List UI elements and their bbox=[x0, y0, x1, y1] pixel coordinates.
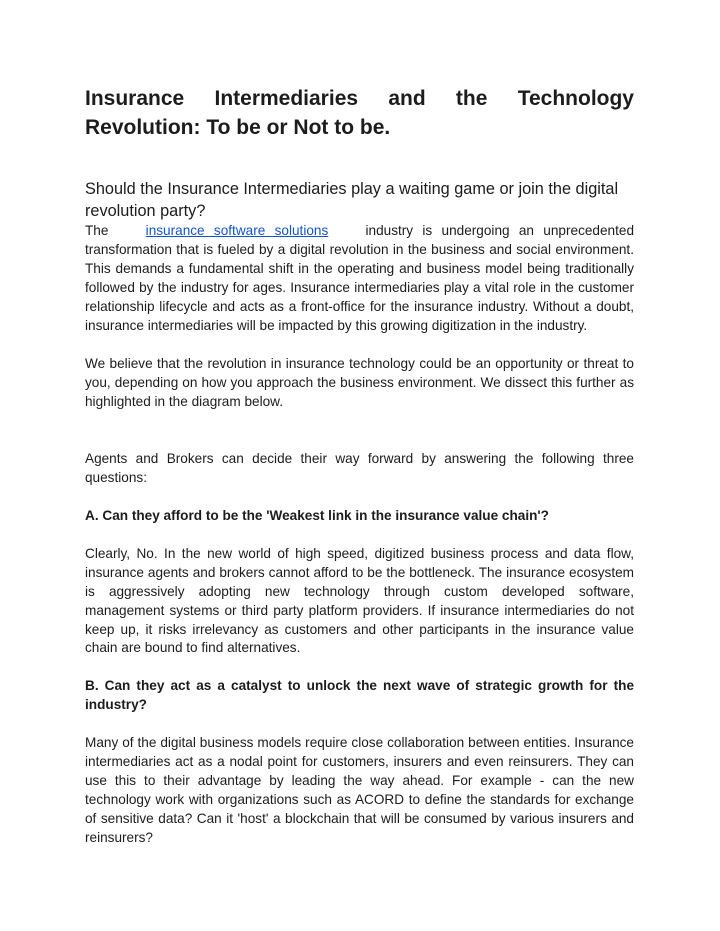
answer-b-paragraph: Many of the digital business models require close collaboration between entities. Insurance intermediaries act as a nodal point for customers, insurers and even reinsurers. They can use this to their advantage by leading the way ahead. For example - can the new technology work with organizations such as ACORD to define the standards for exchange of sensitive data? Can it 'host' a blockchain that will be consumed by various insurers and reinsurers? bbox=[85, 735, 634, 845]
title-line-1: Insurance Intermediaries and the Technology bbox=[85, 87, 634, 110]
question-a-heading: A. Can they afford to be the 'Weakest link in the insurance value chain'? bbox=[85, 507, 549, 523]
intro-prefix: The bbox=[85, 223, 109, 238]
question-b-heading: B. Can they act as a catalyst to unlock the next wave of strategic growth for the industry? bbox=[85, 678, 634, 713]
intro-rest: industry is undergoing an unprecedented transformation that is fueled by a digital revolution in the business and social environment. This demands a fundamental shift in the operating and business model being traditionally followed by the industry for ages. Insurance intermediaries play a vital role in the customer relationship lifecycle and acts as a front-office for the insurance industry. Without a doubt, insurance intermediaries will be impacted by this growing digitization in the industry. bbox=[85, 223, 634, 333]
insurance-software-solutions-link[interactable]: insurance software solutions bbox=[145, 223, 329, 238]
title-line-2: Revolution: To be or Not to be. bbox=[85, 116, 391, 139]
document-title bbox=[85, 84, 634, 142]
paragraph-questions-intro: Agents and Brokers can decide their way forward by answering the following three questions: bbox=[85, 451, 634, 486]
answer-a-paragraph: Clearly, No. In the new world of high speed, digitized business process and data flow, insurance agents and brokers cannot afford to be the bottleneck. The insurance ecosystem is aggressively adopting new technology through custom developed software, management systems or third party platform providers. If insurance intermediaries do not keep up, it risks irrelevancy as customers and other participants in the insurance value chain are bound to find alternatives. bbox=[85, 545, 634, 656]
paragraph-revolution: We believe that the revolution in insurance technology could be an opportunity or threat to you, depending on how you approach the business environment. We dissect this further as highlighted in the diagram below. bbox=[85, 356, 634, 410]
intro-paragraph bbox=[85, 222, 634, 335]
document-subtitle: Should the Insurance Intermediaries play a waiting game or join the digital revolution party? bbox=[85, 180, 619, 220]
